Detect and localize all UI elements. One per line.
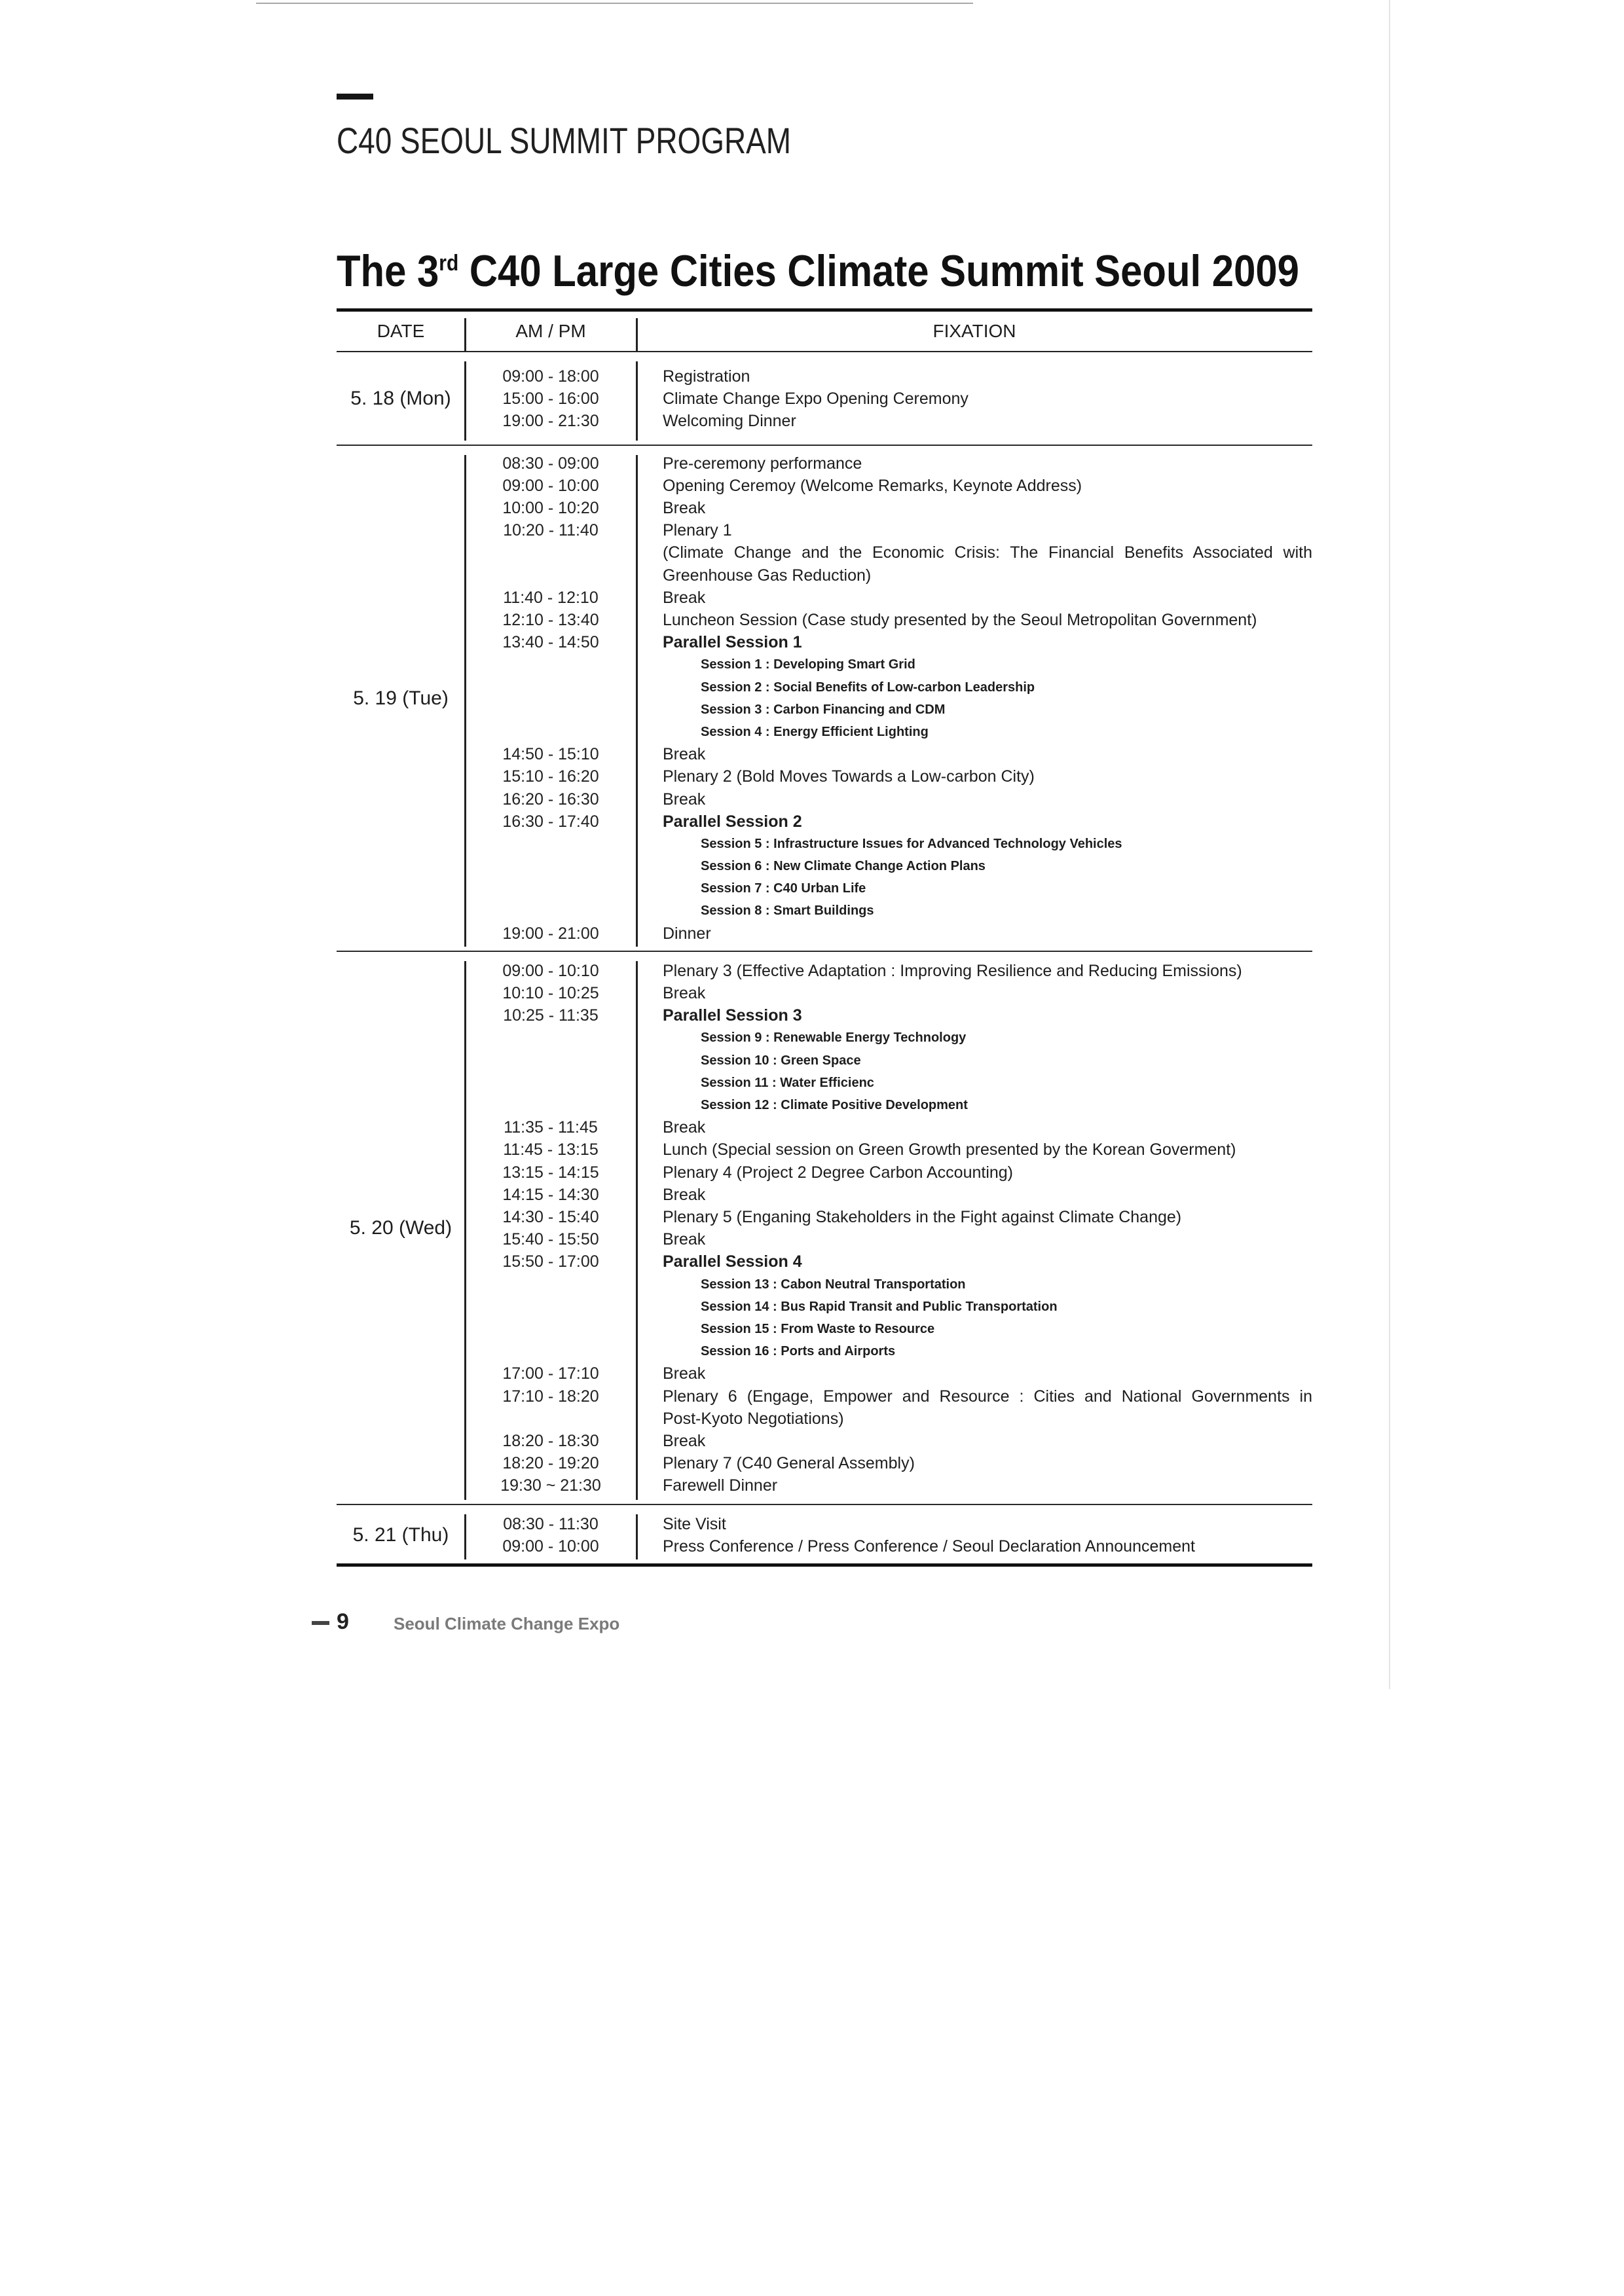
- schedule-body: [337, 352, 1312, 1567]
- entry-description: [637, 475, 1312, 497]
- session-item: Session 14 : Bus Rapid Transit and Public Transportation: [701, 1299, 1058, 1314]
- time-slot: 18:20 - 19:20: [502, 1454, 599, 1473]
- entry-description: [637, 1139, 1312, 1161]
- schedule-day-row: [337, 352, 1312, 446]
- entry-list: [465, 452, 1312, 945]
- entry-text-line: Post-Kyoto Negotiations): [663, 1409, 844, 1428]
- time-slot: 12:10 - 13:40: [502, 610, 599, 629]
- column-header-time: AM / PM: [515, 321, 586, 341]
- time-slot: 09:00 - 10:10: [502, 961, 599, 980]
- date-time-divider: [464, 455, 466, 947]
- title-text-rest: C40 Large Cities Climate Summit Seoul 2009: [458, 246, 1299, 296]
- entry-list: [465, 1513, 1312, 1558]
- entry-text-line: Plenary 2 (Bold Moves Towards a Low-carbon City): [663, 767, 1035, 786]
- entry-text-line: Plenary 6 (Engage, Empower and Resource : Cities and National Governments in: [663, 1387, 1312, 1406]
- program-schedule-table: [337, 308, 1312, 1567]
- schedule-entry: [465, 1385, 1312, 1430]
- time-fixation-divider: [636, 361, 638, 441]
- entry-description: [637, 1385, 1312, 1430]
- time-slot: 08:30 - 11:30: [503, 1514, 599, 1533]
- scan-edge-line-right: [1389, 0, 1390, 1689]
- date-time-divider: [464, 361, 466, 441]
- session-item: Session 11 : Water Efficienc: [701, 1075, 874, 1090]
- schedule-entry: [465, 1004, 1312, 1116]
- entry-description: [637, 1535, 1312, 1558]
- session-item: Session 9 : Renewable Energy Technology: [701, 1030, 967, 1046]
- footer-bar: [312, 1621, 329, 1625]
- time-fixation-divider: [636, 455, 638, 947]
- time-slot: 10:20 - 11:40: [503, 521, 599, 540]
- entry-description: [637, 1474, 1312, 1497]
- entry-description: [637, 960, 1312, 982]
- session-item: Session 1 : Developing Smart Grid: [701, 657, 915, 672]
- schedule-entry: [465, 1206, 1312, 1228]
- entry-text-line: Plenary 4 (Project 2 Degree Carbon Accounting): [663, 1163, 1014, 1182]
- entry-list: [465, 960, 1312, 1497]
- entry-description: [637, 365, 1312, 388]
- schedule-entry: [465, 788, 1312, 811]
- date-label: 5. 18 (Mon): [350, 388, 451, 410]
- time-slot: 14:15 - 14:30: [502, 1185, 599, 1204]
- time-slot: 18:20 - 18:30: [502, 1431, 599, 1450]
- time-slot: 09:00 - 10:00: [502, 476, 599, 495]
- date-time-divider: [464, 961, 466, 1500]
- time-fixation-divider: [636, 961, 638, 1500]
- entry-description: [637, 1004, 1312, 1116]
- entry-description: [637, 811, 1312, 922]
- schedule-entry: [465, 587, 1312, 609]
- session-item: Session 16 : Ports and Airports: [701, 1344, 896, 1359]
- session-item: Session 4 : Energy Efficient Lighting: [701, 724, 929, 739]
- time-slot: 11:35 - 11:45: [504, 1118, 598, 1137]
- entry-text-line: Plenary 7 (C40 General Assembly): [663, 1454, 915, 1473]
- entry-detail-line: (Climate Change and the Economic Crisis: The Financial Benefits Associated with: [663, 543, 1312, 562]
- time-slot: 19:00 - 21:30: [502, 412, 599, 431]
- schedule-entry: [465, 982, 1312, 1004]
- schedule-day-row: [337, 1505, 1312, 1567]
- schedule-entry: [465, 1535, 1312, 1558]
- entry-text-line: Break: [663, 1185, 706, 1204]
- entry-text-line: Plenary 1: [663, 521, 732, 540]
- schedule-entry: [465, 1184, 1312, 1206]
- entry-description: [637, 609, 1312, 631]
- entry-text-line: Lunch (Special session on Green Growth presented by the Korean Goverment): [663, 1140, 1236, 1159]
- schedule-entry: [465, 1513, 1312, 1535]
- entry-description: [637, 1362, 1312, 1385]
- publication-name: Seoul Climate Change Expo: [394, 1614, 620, 1633]
- parallel-session-heading: Parallel Session 1: [663, 633, 802, 652]
- schedule-entry: [465, 1161, 1312, 1184]
- entry-text-line: Break: [663, 790, 706, 809]
- date-cell: [337, 960, 465, 1497]
- date-cell: [337, 1513, 465, 1558]
- time-slot: 16:30 - 17:40: [502, 812, 599, 831]
- schedule-entry: [465, 1474, 1312, 1497]
- schedule-day-row: [337, 952, 1312, 1505]
- date-cell: [337, 365, 465, 433]
- session-item: Session 10 : Green Space: [701, 1053, 861, 1068]
- time-fixation-divider: [636, 1514, 638, 1559]
- entry-text-line: Dinner: [663, 924, 711, 943]
- schedule-entry: [465, 1452, 1312, 1474]
- entry-description: [637, 743, 1312, 765]
- entry-text-line: Break: [663, 588, 706, 607]
- time-slot: 15:50 - 17:00: [502, 1252, 599, 1271]
- column-header-fixation: FIXATION: [932, 321, 1016, 341]
- session-item: Session 2 : Social Benefits of Low-carbon Leadership: [701, 680, 1035, 695]
- session-item: Session 15 : From Waste to Resource: [701, 1322, 935, 1336]
- time-slot: 10:00 - 10:20: [502, 499, 599, 518]
- schedule-entry: [465, 743, 1312, 765]
- entry-text-line: Registration: [663, 367, 750, 386]
- time-slot: 19:00 - 21:00: [502, 924, 599, 943]
- session-item: Session 13 : Cabon Neutral Transportation: [701, 1277, 966, 1292]
- entry-description: [637, 631, 1312, 743]
- date-label: 5. 19 (Tue): [353, 687, 449, 709]
- schedule-entry: [465, 1362, 1312, 1385]
- time-slot: 13:15 - 14:15: [502, 1163, 599, 1182]
- parallel-session-heading: Parallel Session 3: [663, 1006, 802, 1025]
- time-slot: 17:10 - 18:20: [502, 1387, 599, 1406]
- entry-description: [637, 1116, 1312, 1139]
- schedule-entry: [465, 631, 1312, 743]
- entry-text-line: Plenary 3 (Effective Adaptation : Improving Resilience and Reducing Emissions): [663, 961, 1242, 980]
- entry-description: [637, 388, 1312, 410]
- time-slot: 14:50 - 15:10: [502, 745, 599, 764]
- entry-list: [465, 365, 1312, 433]
- header-divider: [464, 318, 466, 351]
- session-item: Session 3 : Carbon Financing and CDM: [701, 702, 946, 717]
- entry-description: [637, 1206, 1312, 1228]
- session-item: Session 5 : Infrastructure Issues for Advanced Technology Vehicles: [701, 836, 1122, 851]
- session-item: Session 6 : New Climate Change Action Plans: [701, 859, 986, 874]
- time-slot: 11:40 - 12:10: [503, 588, 599, 607]
- entry-text-line: Opening Ceremoy (Welcome Remarks, Keynote Address): [663, 476, 1082, 495]
- entry-text-line: Pre-ceremony performance: [663, 454, 862, 473]
- time-slot: 16:20 - 16:30: [502, 790, 599, 809]
- schedule-entry: [465, 960, 1312, 982]
- time-slot: 10:10 - 10:25: [502, 984, 599, 1003]
- entry-text-line: Climate Change Expo Opening Ceremony: [663, 390, 969, 409]
- entry-text-line: Break: [663, 499, 706, 518]
- schedule-entry: [465, 1116, 1312, 1139]
- entry-description: [637, 1452, 1312, 1474]
- time-slot: 10:25 - 11:35: [503, 1006, 599, 1025]
- entry-description: [637, 1184, 1312, 1206]
- parallel-session-heading: Parallel Session 2: [663, 812, 802, 831]
- entry-description: [637, 1161, 1312, 1184]
- time-slot: 13:40 - 14:50: [502, 633, 599, 652]
- date-label: 5. 21 (Thu): [352, 1523, 449, 1546]
- entry-text-line: Break: [663, 1364, 706, 1383]
- entry-text-line: Break: [663, 1118, 706, 1137]
- time-slot: 09:00 - 18:00: [502, 367, 599, 386]
- schedule-entry: [465, 452, 1312, 475]
- header-divider: [636, 318, 638, 351]
- schedule-entry: [465, 410, 1312, 432]
- entry-text-line: Break: [663, 984, 706, 1003]
- schedule-day-row: [337, 446, 1312, 952]
- time-slot: 14:30 - 15:40: [502, 1208, 599, 1227]
- title-text: The 3: [337, 246, 439, 296]
- entry-description: [637, 1250, 1312, 1362]
- time-slot: 08:30 - 09:00: [502, 454, 599, 473]
- schedule-entry: [465, 1250, 1312, 1362]
- schedule-entry: [465, 1430, 1312, 1452]
- entry-text-line: Break: [663, 1431, 706, 1450]
- entry-description: [637, 982, 1312, 1004]
- schedule-entry: [465, 388, 1312, 410]
- entry-description: [637, 1430, 1312, 1452]
- time-slot: 09:00 - 10:00: [502, 1537, 599, 1556]
- time-slot: 17:00 - 17:10: [502, 1364, 599, 1383]
- schedule-entry: [465, 1228, 1312, 1250]
- schedule-entry: [465, 1139, 1312, 1161]
- entry-description: [637, 1513, 1312, 1535]
- schedule-entry: [465, 475, 1312, 497]
- column-header-date: DATE: [377, 321, 425, 341]
- schedule-entry: [465, 519, 1312, 587]
- entry-description: [637, 587, 1312, 609]
- session-item: Session 7 : C40 Urban Life: [701, 881, 866, 896]
- entry-text-line: Luncheon Session (Case study presented by the Seoul Metropolitan Government): [663, 610, 1257, 629]
- section-title: C40 SEOUL SUMMIT PROGRAM: [337, 120, 792, 161]
- schedule-entry: [465, 811, 1312, 922]
- entry-text-line: Press Conference / Press Conference / Seoul Declaration Announcement: [663, 1537, 1195, 1556]
- entry-description: [637, 922, 1312, 945]
- time-slot: 19:30 ~ 21:30: [500, 1476, 601, 1495]
- date-label: 5. 20 (Wed): [349, 1217, 452, 1239]
- time-slot: 15:10 - 16:20: [502, 767, 599, 786]
- document-title: [337, 246, 1299, 296]
- entry-description: [637, 765, 1312, 788]
- schedule-entry: [465, 609, 1312, 631]
- entry-text-line: Site Visit: [663, 1514, 726, 1533]
- entry-description: [637, 1228, 1312, 1250]
- time-slot: 11:45 - 13:15: [503, 1140, 599, 1159]
- page-number: 9: [337, 1609, 349, 1634]
- entry-text-line: Farewell Dinner: [663, 1476, 778, 1495]
- entry-description: [637, 497, 1312, 519]
- schedule-entry: [465, 765, 1312, 788]
- section-marker-bar: [337, 94, 373, 100]
- entry-description: [637, 519, 1312, 587]
- scan-edge-line-top: [256, 3, 973, 4]
- entry-detail-line: Greenhouse Gas Reduction): [663, 566, 872, 585]
- time-slot: 15:40 - 15:50: [502, 1230, 599, 1249]
- entry-text-line: Plenary 5 (Enganing Stakeholders in the Fight against Climate Change): [663, 1208, 1182, 1227]
- session-item: Session 12 : Climate Positive Development: [701, 1098, 968, 1113]
- schedule-entry: [465, 922, 1312, 945]
- entry-text-line: Break: [663, 745, 706, 764]
- entry-text-line: Welcoming Dinner: [663, 412, 796, 431]
- title-ordinal-suffix: rd: [439, 251, 459, 276]
- parallel-session-heading: Parallel Session 4: [663, 1252, 802, 1271]
- entry-description: [637, 410, 1312, 432]
- table-header-row: [337, 312, 1312, 352]
- schedule-entry: [465, 497, 1312, 519]
- session-item: Session 8 : Smart Buildings: [701, 903, 874, 919]
- entry-description: [637, 452, 1312, 475]
- date-time-divider: [464, 1514, 466, 1559]
- time-slot: 15:00 - 16:00: [502, 390, 599, 409]
- schedule-entry: [465, 365, 1312, 388]
- entry-text-line: Break: [663, 1230, 706, 1249]
- date-cell: [337, 452, 465, 945]
- entry-description: [637, 788, 1312, 811]
